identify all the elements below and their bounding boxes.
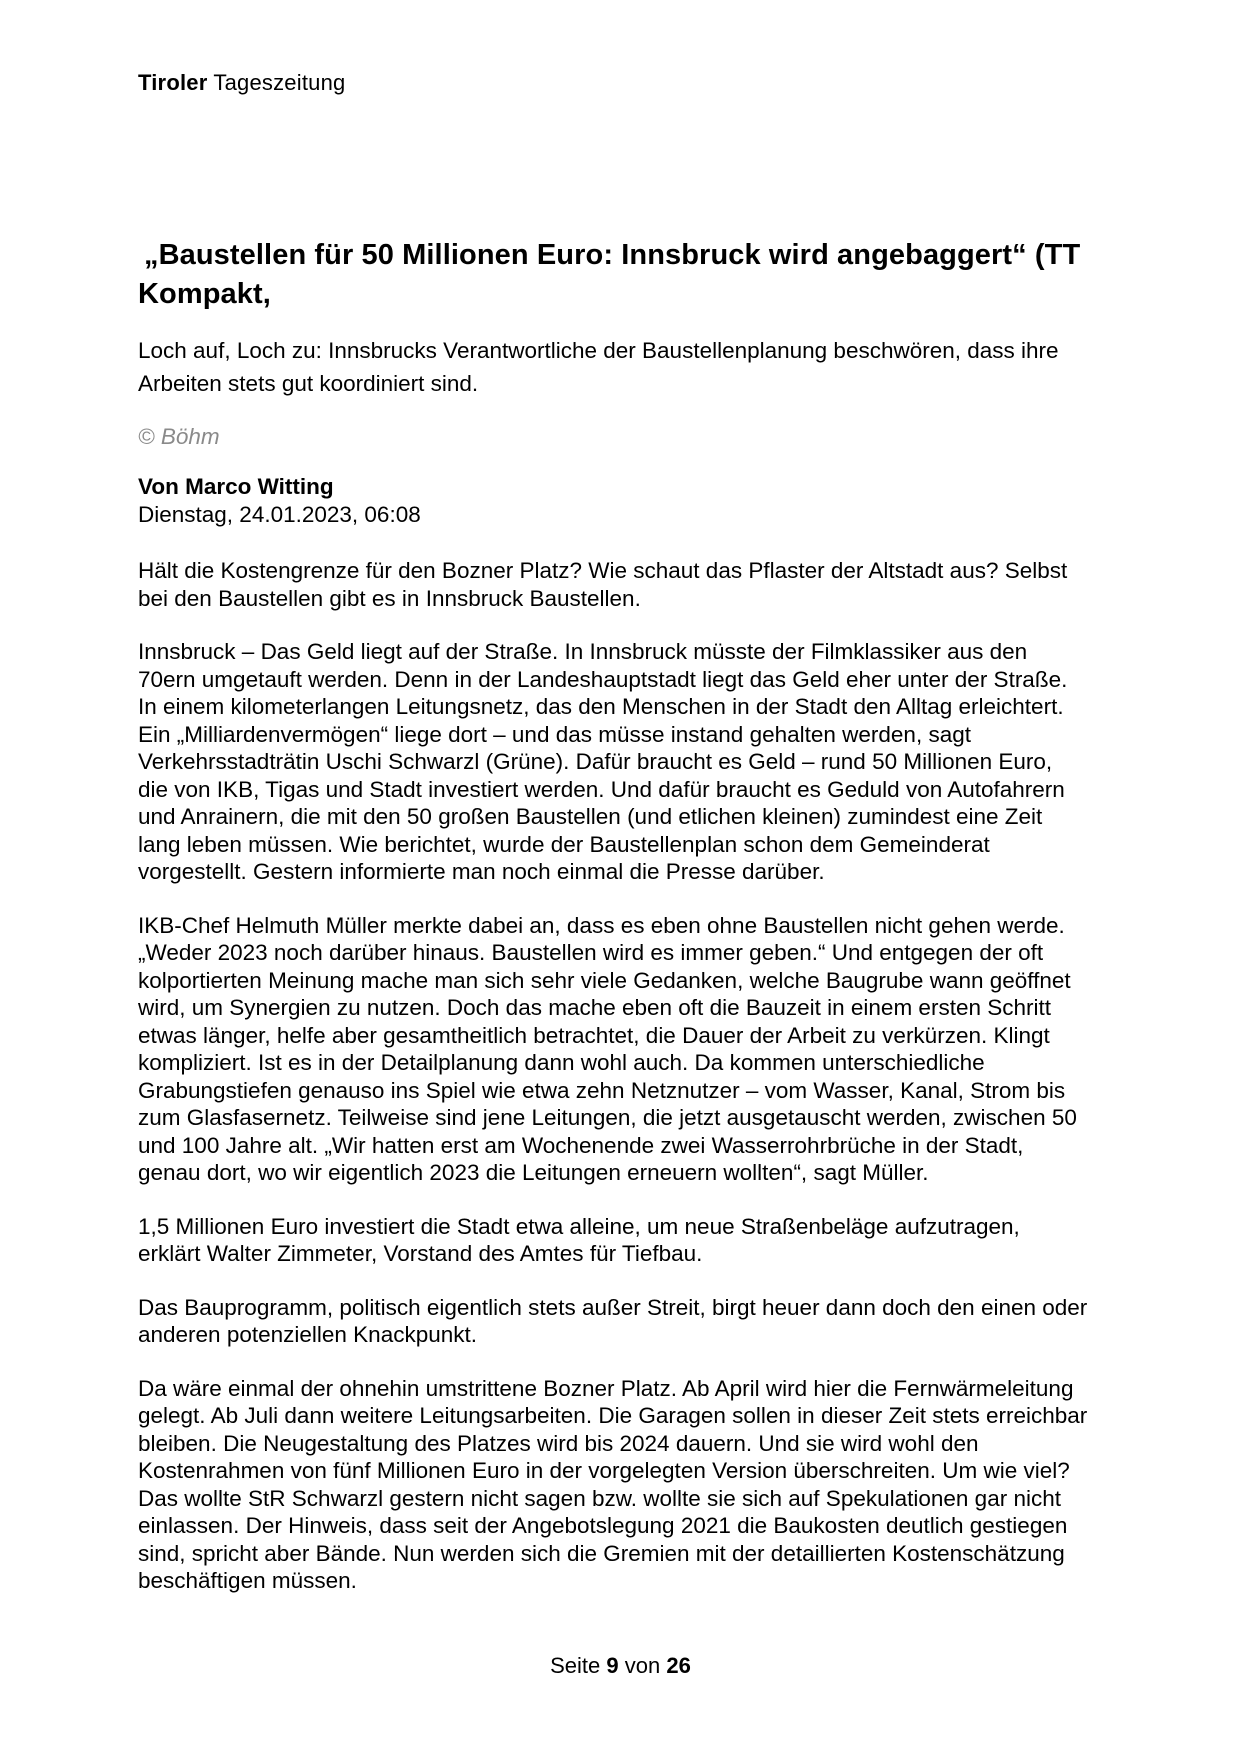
- article-dateline: Dienstag, 24.01.2023, 06:08: [138, 501, 421, 527]
- photo-credit: © Böhm: [138, 424, 220, 449]
- page-footer: [0, 1653, 1241, 1679]
- article-title-line: Kompakt,: [138, 278, 271, 310]
- article-byline: Von Marco Witting: [138, 474, 334, 499]
- footer-total-pages: 26: [666, 1653, 691, 1678]
- byline-block: [138, 473, 1088, 528]
- article-paragraph: Innsbruck – Das Geld liegt auf der Straße. In Innsbruck müsste der Filmklassiker aus den 70ern umgetauft werden. Denn in der Landeshauptstadt liegt das Geld eher unter der Straße. In einem kilometerlangen Leitungsnetz, das den Menschen in der Stadt den Alltag erleichtert. Ein „Milliardenvermögen“ liege dort – und das müsse instand gehalten werden, sagt Verkehrsstadträtin Uschi Schwarzl (Grüne). Dafür braucht es Geld – rund 50 Millionen Euro, die von IKB, Tigas und Stadt investiert werden. Und dafür braucht es Geduld von Autofahrern und Anrainern, die mit den 50 großen Baustellen (und etlichen kleinen) zumindest eine Zeit lang leben müssen. Wie berichtet, wurde der Baustellenplan schon dem Gemeinderat vorgestellt. Gestern informierte man noch einmal die Presse darüber.: [138, 639, 1068, 884]
- article-paragraph: Das Bauprogramm, politisch eigentlich stets außer Streit, birgt heuer dann doch den einen oder anderen potenziellen Knackpunkt.: [138, 1294, 1088, 1347]
- article-body: [138, 557, 1088, 1595]
- article-title: [138, 236, 1088, 314]
- masthead-regular-part: Tageszeitung: [213, 70, 346, 95]
- article-paragraph: Hält die Kostengrenze für den Bozner Platz? Wie schaut das Pflaster der Altstadt aus? Selbst bei den Baustellen gibt es in Innsbruck Baustellen.: [138, 558, 1068, 611]
- masthead-bold-part: Tiroler: [138, 70, 208, 95]
- footer-page-number: 9: [606, 1653, 619, 1678]
- footer-of-label: von: [624, 1653, 661, 1678]
- article-paragraph: Da wäre einmal der ohnehin umstrittene Bozner Platz. Ab April wird hier die Fernwärmeleitung gelegt. Ab Juli dann weitere Leitungsarbeiten. Die Garagen sollen in dieser Zeit stets erreichbar bleiben. Die Neugestaltung des Platzes wird bis 2024 dauern. Und sie wird wohl den Kostenrahmen von fünf Millionen Euro in der vorgelegten Version überschreiten. Um wie viel? Das wollte StR Schwarzl gestern nicht sagen bzw. wollte sie sich auf Spekulationen gar nicht einlassen. Der Hinweis, dass seit der Angebotslegung 2021 die Baukosten deutlich gestiegen sind, spricht aber Bände. Nun werden sich die Gremien mit der detaillierten Kostenschätzung beschäftigen müssen.: [138, 1375, 1088, 1593]
- newspaper-masthead: [138, 70, 1088, 96]
- footer-page-label: Seite: [550, 1653, 601, 1678]
- article-lead: Loch auf, Loch zu: Innsbrucks Verantwortliche der Baustellenplanung beschwören, dass ihre Arbeiten stets gut koordiniert sind.: [138, 338, 1059, 396]
- article-content: [138, 70, 1088, 1621]
- article-title-line: „Baustellen für 50 Millionen Euro: Innsbruck wird angebaggert“ (TT: [144, 239, 1081, 271]
- article-paragraph: IKB-Chef Helmuth Müller merkte dabei an, dass es eben ohne Baustellen nicht gehen werde. „Weder 2023 noch darüber hinaus. Baustellen wird es immer geben.“ Und entgegen der oft kolportierten Meinung mache man sich sehr viele Gedanken, welche Baugrube wann geöffnet wird, um Synergien zu nutzen. Doch das mache eben oft die Bauzeit in einem ersten Schritt etwas länger, helfe aber gesamtheitlich betrachtet, die Dauer der Arbeit zu verkürzen. Klingt kompliziert. Ist es in der Detailplanung dann wohl auch. Da kommen unterschiedliche Grabungstiefen genauso ins Spiel wie etwa zehn Netznutzer – vom Wasser, Kanal, Strom bis zum Glasfasernetz. Teilweise sind jene Leitungen, die jetzt ausgetauscht werden, zwischen 50 und 100 Jahre alt. „Wir hatten erst am Wochenende zwei Wasserrohrbrüche in der Stadt, genau dort, wo wir eigentlich 2023 die Leitungen erneuern wollten“, sagt Müller.: [138, 912, 1077, 1185]
- article-paragraph: 1,5 Millionen Euro investiert die Stadt etwa alleine, um neue Straßenbeläge aufzutragen, erklärt Walter Zimmeter, Vorstand des Amtes für Tiefbau.: [138, 1213, 1020, 1266]
